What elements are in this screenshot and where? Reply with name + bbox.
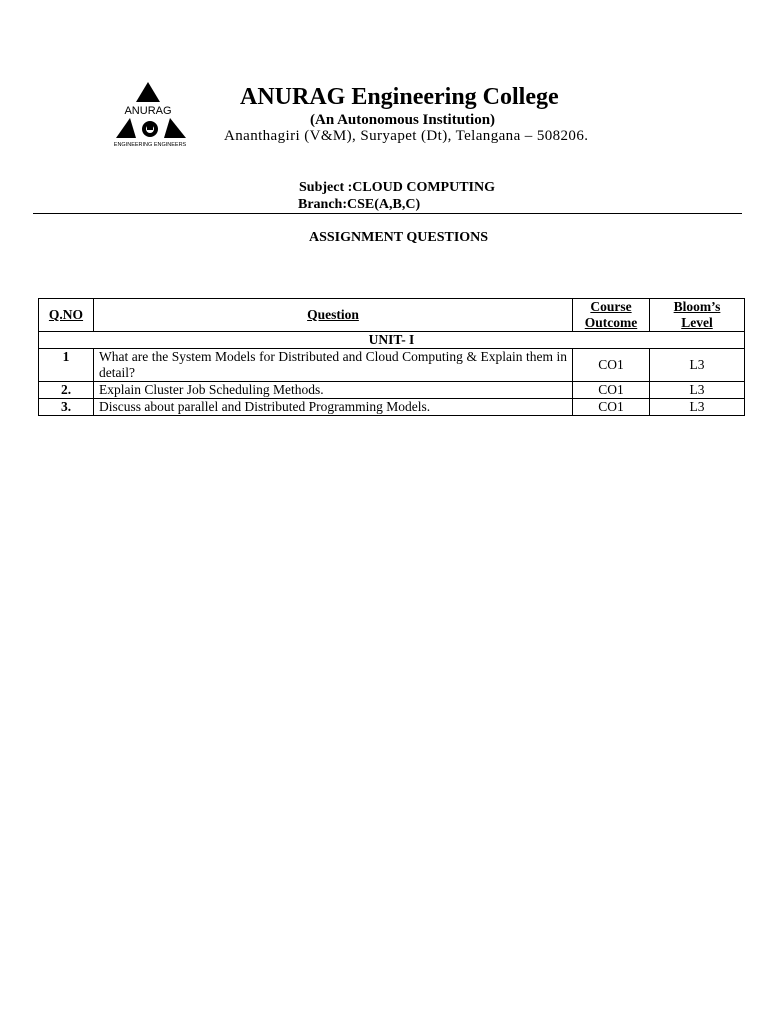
college-logo — [108, 80, 192, 148]
subject-line: Subject :CLOUD COMPUTING — [299, 180, 495, 195]
question-number: 2. — [39, 382, 94, 399]
table-header-row — [39, 299, 745, 332]
header-course-outcome: Course Outcome — [573, 299, 650, 332]
table-row — [39, 399, 745, 416]
header-qno: Q.NO — [39, 299, 94, 332]
unit-label: UNIT- I — [39, 332, 745, 349]
question-text: What are the System Models for Distributed and Cloud Computing & Explain them in detail? — [94, 349, 573, 382]
header-divider — [33, 213, 742, 214]
blooms-level: L3 — [650, 349, 745, 382]
question-number: 3. — [39, 399, 94, 416]
table-row — [39, 349, 745, 382]
logo-tagline: ENGINEERING ENGINEERS — [113, 142, 187, 148]
blooms-level: L3 — [650, 399, 745, 416]
college-name: ANURAG Engineering College — [240, 84, 559, 110]
branch-line: Branch:CSE(A,B,C) — [298, 197, 421, 212]
course-outcome: CO1 — [573, 382, 650, 399]
assignment-heading: ASSIGNMENT QUESTIONS — [309, 230, 489, 245]
unit-row — [39, 332, 745, 349]
table-row — [39, 382, 745, 399]
college-address: Ananthagiri (V&M), Suryapet (Dt), Telangana – 508206. — [224, 128, 589, 144]
course-outcome: CO1 — [573, 349, 650, 382]
question-text: Explain Cluster Job Scheduling Methods. — [94, 382, 573, 399]
questions-table — [38, 298, 745, 416]
logo-text: ANURAG — [124, 105, 172, 117]
course-outcome: CO1 — [573, 399, 650, 416]
header-question: Question — [94, 299, 573, 332]
blooms-level: L3 — [650, 382, 745, 399]
question-number: 1 — [39, 349, 94, 382]
header-blooms-level: Bloom’s Level — [650, 299, 745, 332]
institution-type: (An Autonomous Institution) — [310, 112, 496, 128]
question-text: Discuss about parallel and Distributed Programming Models. — [94, 399, 573, 416]
